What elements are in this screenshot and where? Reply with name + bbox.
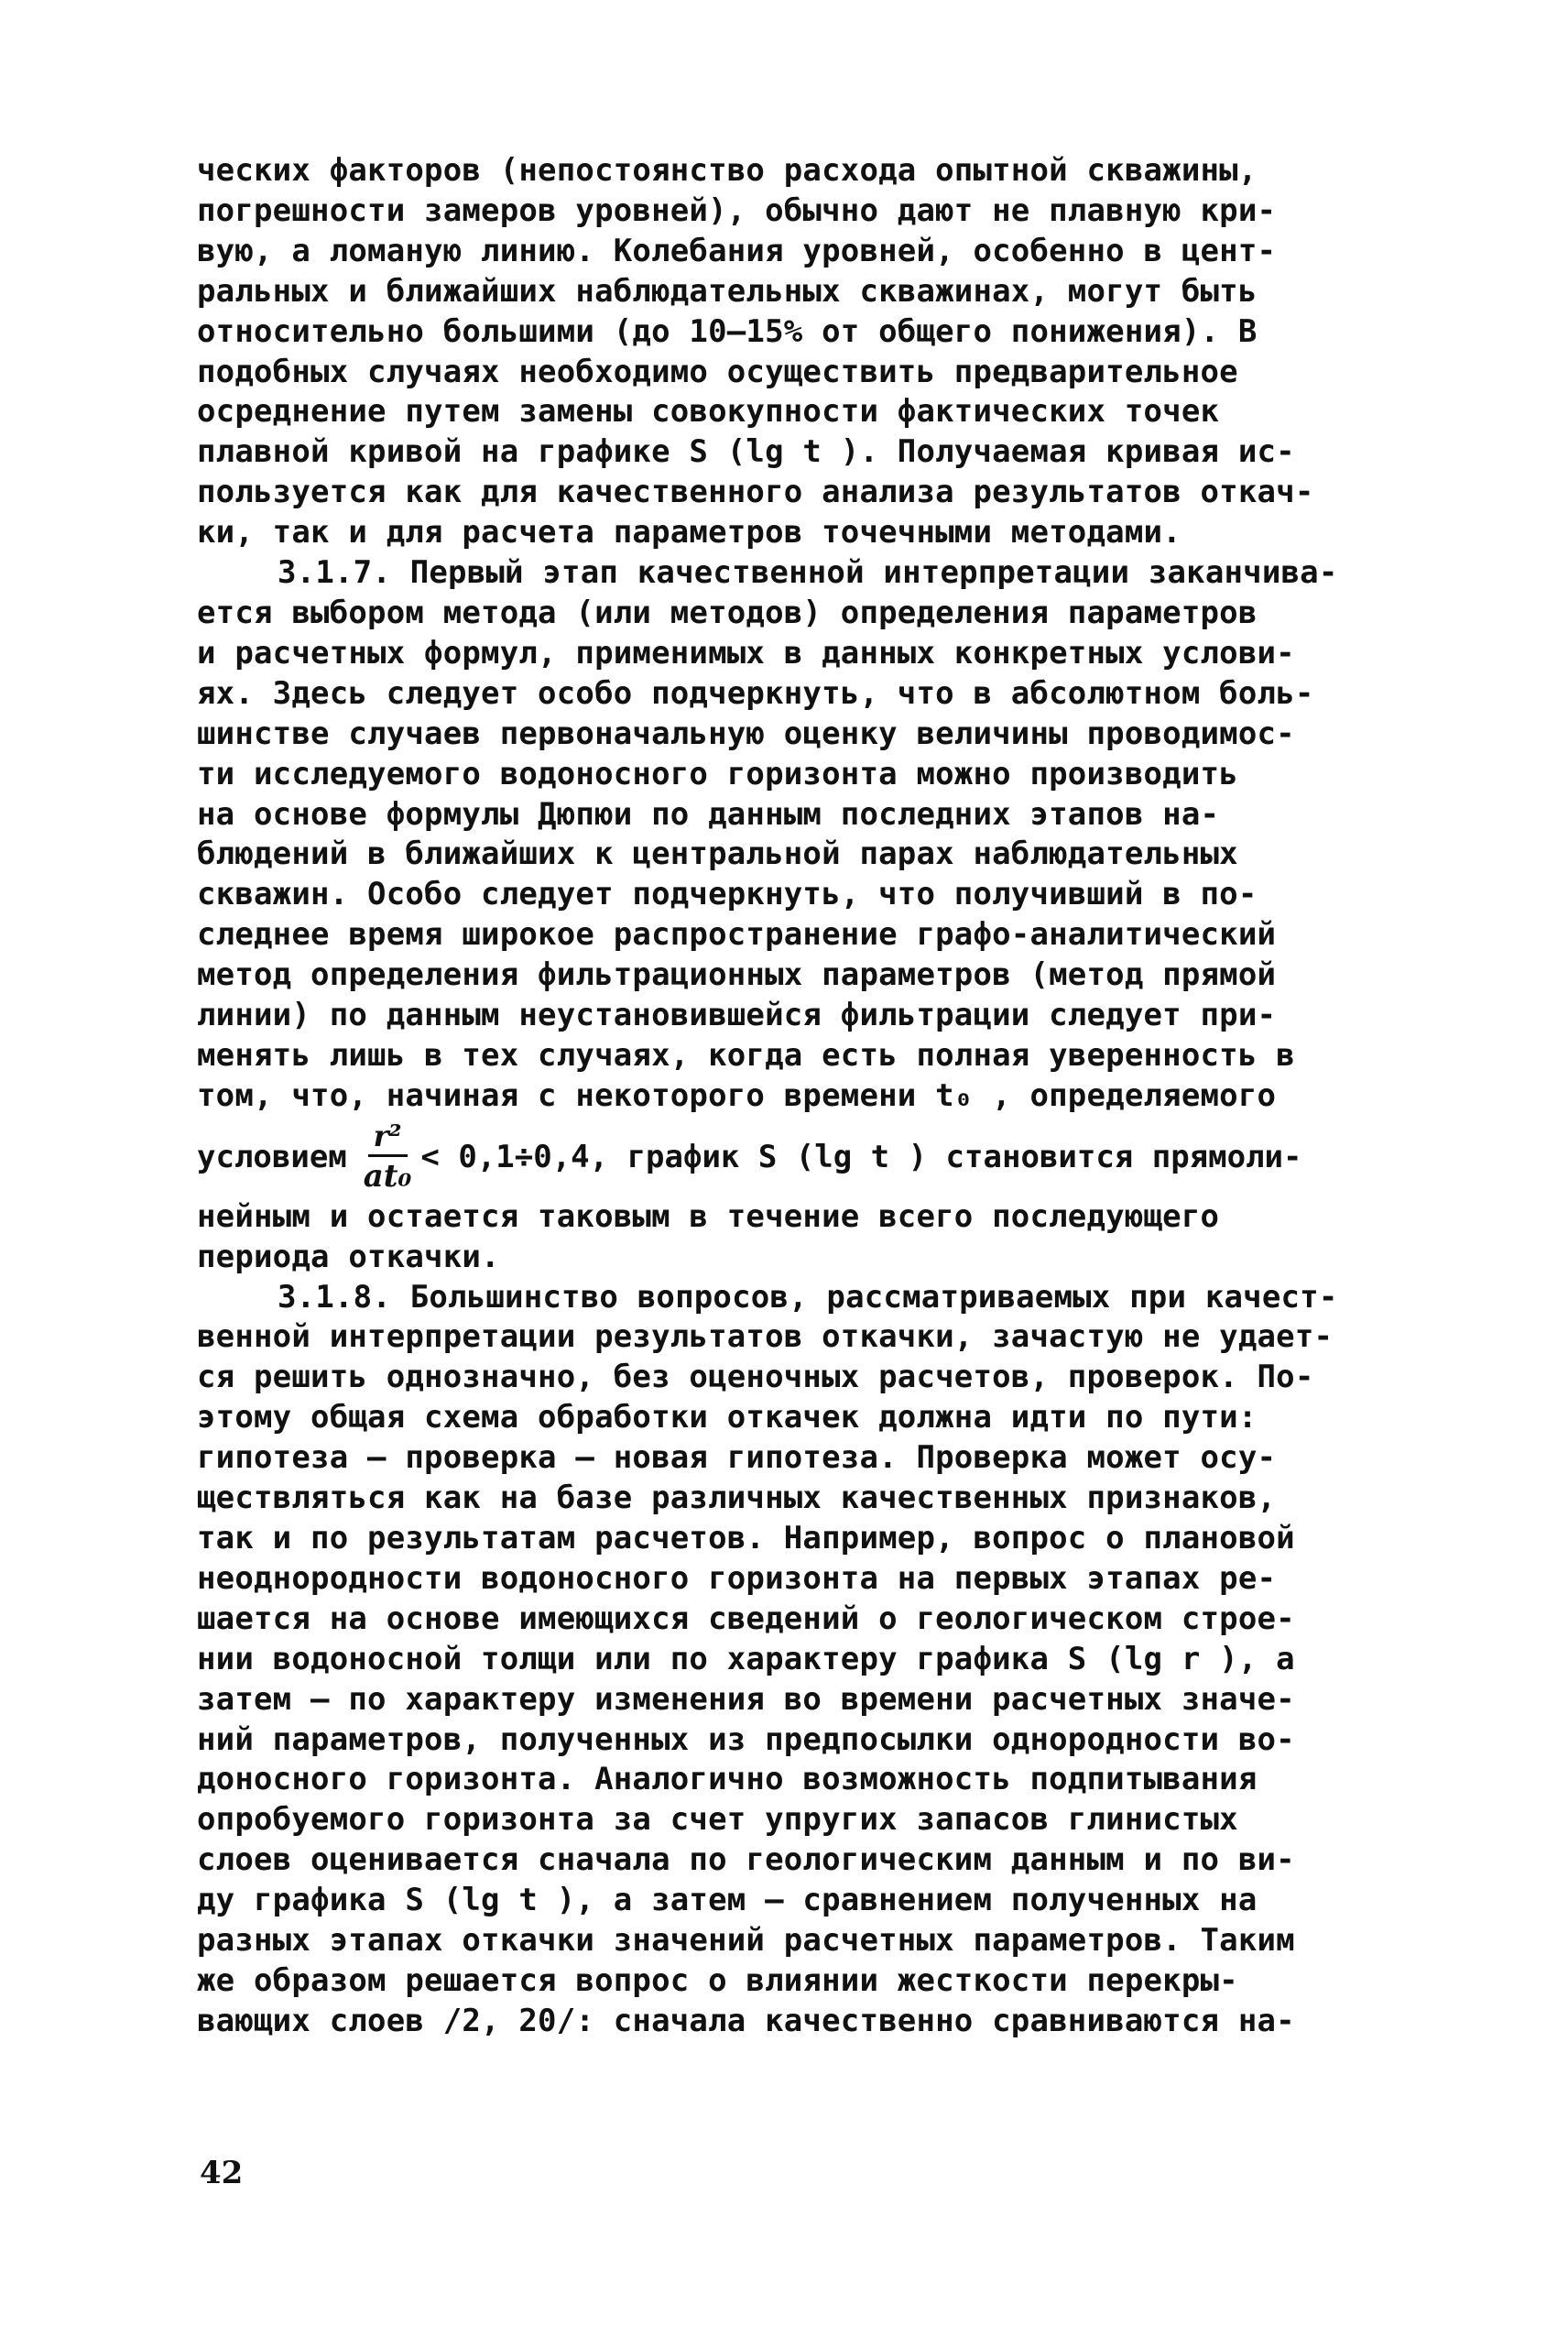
text-line: на основе формулы Дюпюи по данным последних этапов на- (197, 795, 1220, 833)
formula-prefix: условием (197, 1138, 347, 1175)
text-line: ществляться как на базе различных качественных признаков, (197, 1480, 1277, 1517)
paragraph-3-1-7-body (197, 594, 1415, 1117)
text-line: погрешности замеров уровней), обычно дают не плавную кри- (197, 191, 1277, 229)
text-line: неоднородности водоносного горизонта на первых этапах ре- (197, 1559, 1277, 1597)
text-line: шается на основе имеющихся сведений о геологическом строе- (197, 1600, 1295, 1637)
text-line: доносного горизонта. Аналогично возможность подпитывания (197, 1761, 1258, 1798)
text-line: разных этапах откачки значений расчетных параметров. Таким (197, 1922, 1295, 1960)
text-line: слоев оценивается сначала по геологическим данным и по ви- (197, 1841, 1295, 1879)
text-line: скважин. Особо следует подчеркнуть, что получивший в по- (197, 876, 1258, 913)
paragraph-3-1-7-tail (197, 1197, 1415, 1278)
text-line: 3.1.8. Большинство вопросов, рассматриваемых при качест- (278, 1278, 1338, 1316)
text-line: ки, так и для расчета параметров точечными методами. (197, 514, 1181, 551)
text-line: вую, а ломаную линию. Колебания уровней, особенно в цент- (197, 232, 1277, 269)
paragraph-continuation (197, 151, 1415, 553)
formula-suffix: < 0,1÷0,4, график S (lg t ) становится прямоли- (420, 1138, 1302, 1175)
paragraph-3-1-8-body (197, 1317, 1415, 2041)
text-line: вающих слоев /2, 20/: сначала качественно сравниваются на- (197, 2002, 1295, 2039)
text-line: ти исследуемого водоносного горизонта можно производить (197, 755, 1238, 792)
fraction (363, 1119, 412, 1196)
text-line: периода откачки. (197, 1238, 500, 1275)
text-line: ся решить однозначно, без оценочных расчетов, проверок. По- (197, 1359, 1314, 1396)
text-line: этому общая схема обработки откачек должна идти по пути: (197, 1399, 1258, 1436)
fraction-numerator: r² (368, 1121, 408, 1157)
text-line: метод определения фильтрационных параметров (метод прямой (197, 956, 1277, 994)
text-line: ется выбором метода (или методов) определения параметров (197, 594, 1258, 631)
text-line: ний параметров, полученных из предпосылки однородности во- (197, 1720, 1295, 1758)
text-line: же образом решается вопрос о влиянии жесткости перекры- (197, 1961, 1238, 1999)
text-line: подобных случаях необходимо осуществить предварительное (197, 353, 1238, 390)
text-line: 3.1.7. Первый этап качественной интерпретации заканчива- (278, 554, 1338, 592)
text-line: ях. Здесь следует особо подчеркнуть, что в абсолютном боль- (197, 674, 1314, 712)
fraction-denominator: at₀ (363, 1158, 412, 1196)
text-line: и расчетных формул, применимых в данных конкретных услови- (197, 634, 1295, 672)
text-line: так и по результатам расчетов. Например, вопрос о плановой (197, 1520, 1295, 1556)
text-line: нии водоносной толщи или по характеру графика S (lg r ), а (197, 1640, 1295, 1677)
text-line: пользуется как для качественного анализа результатов откач- (197, 474, 1314, 511)
page-number: 42 (200, 2155, 244, 2191)
text-line: плавной кривой на графике S (lg t ). Получаемая кривая ис- (197, 433, 1295, 471)
paragraph-3-1-7 (278, 553, 1415, 594)
text-line: относительно большими (до 10–15% от общего понижения). В (197, 312, 1258, 350)
text-line: том, что, начиная с некоторого времени t₀ , определяемого (197, 1076, 1277, 1114)
text-line: блюдений в ближайших к центральной парах наблюдательных (197, 835, 1238, 873)
text-line: ду графика S (lg t ), а затем – сравнением полученных на (197, 1882, 1258, 1919)
text-line: ческих факторов (непостоянство расхода опытной скважины, (197, 152, 1258, 189)
document-page (197, 151, 1415, 2258)
text-line: следнее время широкое распространение графо-аналитический (197, 916, 1277, 954)
text-line: ральных и ближайших наблюдательных скважинах, могут быть (197, 272, 1258, 310)
text-line: шинстве случаев первоначальную оценку величины проводимос- (197, 715, 1295, 752)
formula-line (197, 1117, 1415, 1197)
text-line: венной интерпретации результатов откачки, зачастую не удает- (197, 1318, 1334, 1356)
text-line: осреднение путем замены совокупности фактических точек (197, 393, 1220, 431)
text-line: опробуемого горизонта за счет упругих запасов глинистых (197, 1801, 1238, 1839)
text-line: линии) по данным неустановившейся фильтрации следует при- (197, 997, 1277, 1034)
text-line: затем – по характеру изменения во времени расчетных значе- (197, 1680, 1295, 1718)
text-line: нейным и остается таковым в течение всего последующего (197, 1197, 1220, 1235)
text-line: менять лишь в тех случаях, когда есть полная уверенность в (197, 1036, 1295, 1074)
paragraph-3-1-8-head (278, 1278, 1415, 1318)
text-line: гипотеза – проверка – новая гипотеза. Проверка может осу- (197, 1439, 1277, 1477)
